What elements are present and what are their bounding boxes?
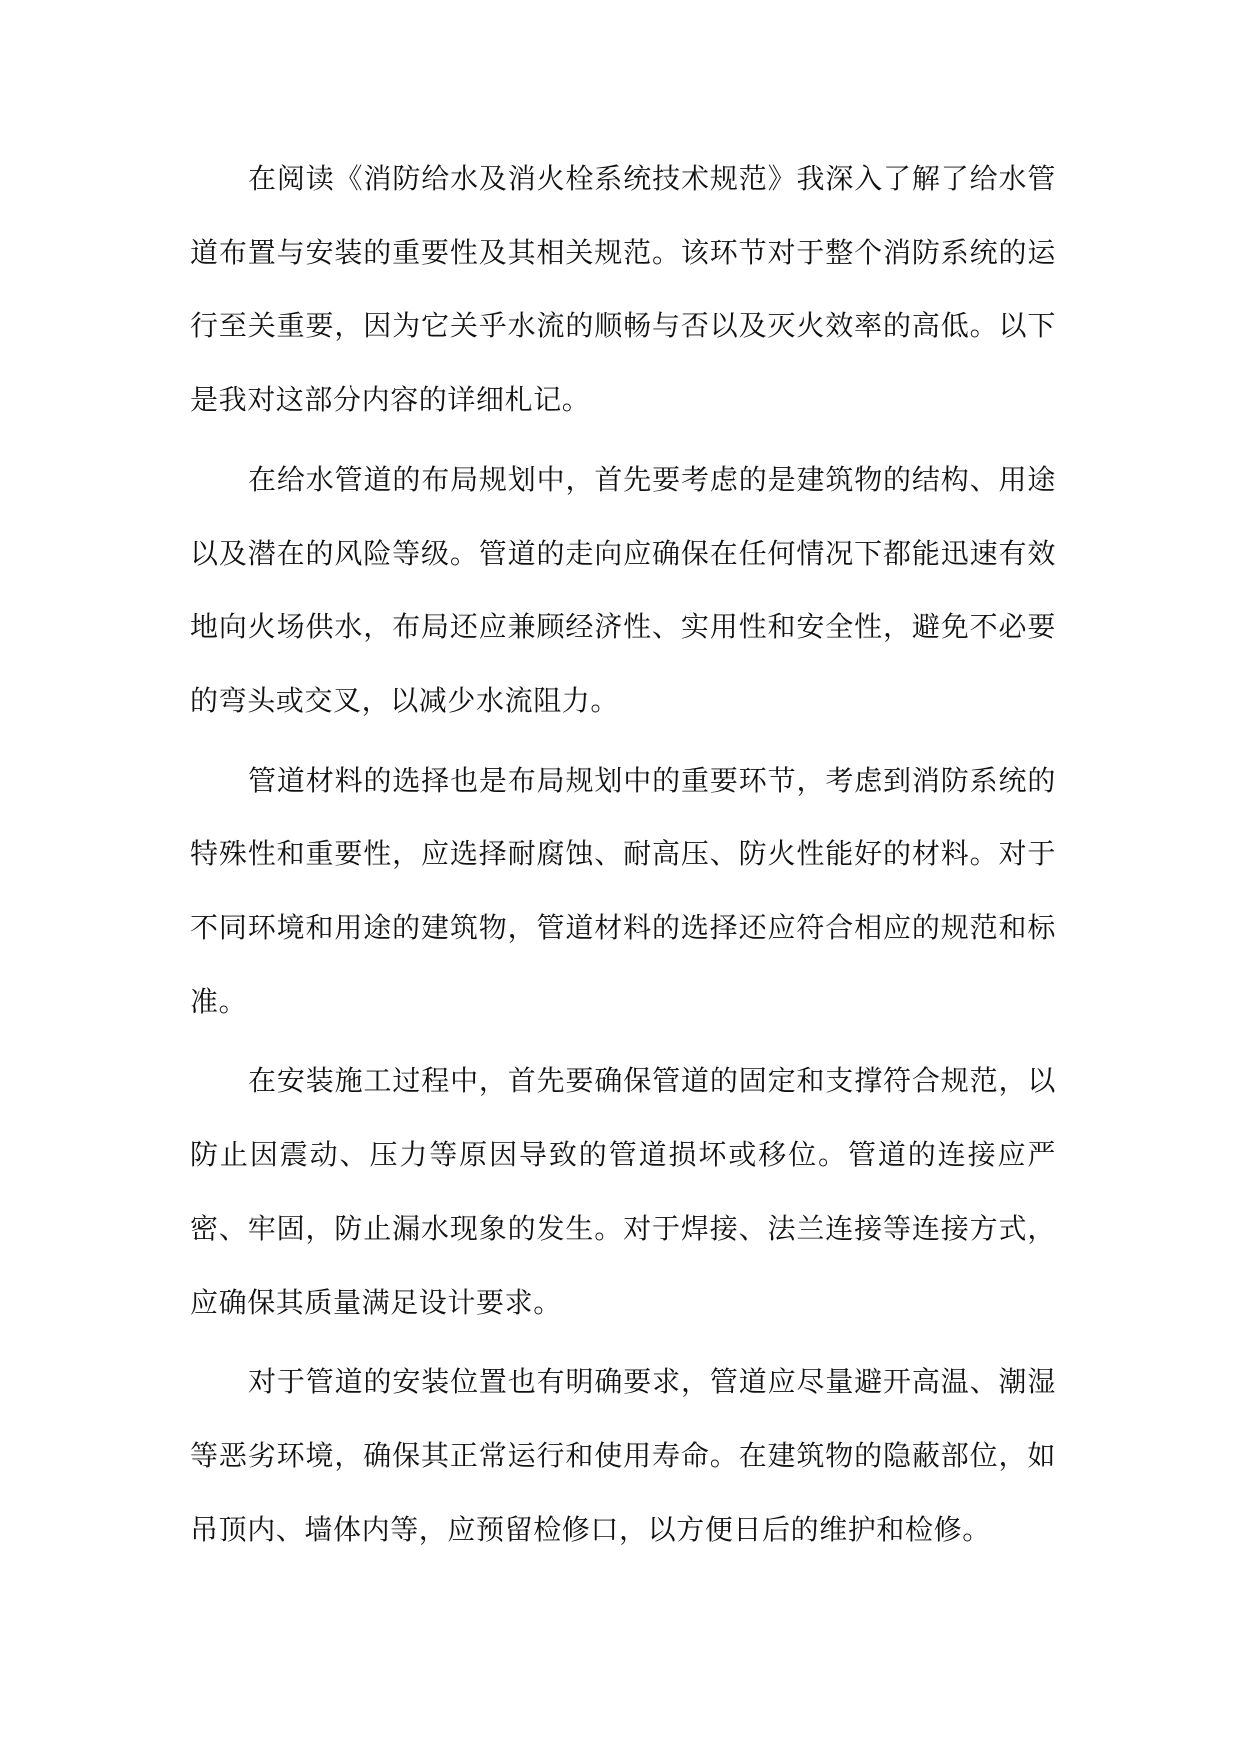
- paragraph-5: 对于管道的安装位置也有明确要求，管道应尽量避开高温、潮湿等恶劣环境，确保其正常运行和使用寿命。在建筑物的隐蔽部位，如吊顶内、墙体内等，应预留检修口，以方便日后的维护和检修。: [190, 1365, 1056, 1546]
- paragraph-2: 在给水管道的布局规划中，首先要考虑的是建筑物的结构、用途以及潜在的风险等级。管道的走向应确保在任何情况下都能迅速有效地向火场供水，布局还应兼顾经济性、实用性和安全性，避免不必要的弯头或交叉，以减少水流阻力。: [190, 462, 1056, 717]
- paragraph-4: 在安装施工过程中，首先要确保管道的固定和支撑符合规范，以防止因震动、压力等原因导致的管道损坏或移位。管道的连接应严密、牢固，防止漏水现象的发生。对于焊接、法兰连接等连接方式，应确保其质量满足设计要求。: [190, 1064, 1056, 1319]
- paragraph-3: 管道材料的选择也是布局规划中的重要环节，考虑到消防系统的特殊性和重要性，应选择耐腐蚀、耐高压、防火性能好的材料。对于不同环境和用途的建筑物，管道材料的选择还应符合相应的规范和标准。: [190, 763, 1056, 1018]
- paragraph-1: 在阅读《消防给水及消火栓系统技术规范》我深入了解了给水管道布置与安装的重要性及其相关规范。该环节对于整个消防系统的运行至关重要，因为它关乎水流的顺畅与否以及灭火效率的高低。以下是我对这部分内容的详细札记。: [190, 162, 1056, 417]
- document-body: [190, 142, 1056, 1572]
